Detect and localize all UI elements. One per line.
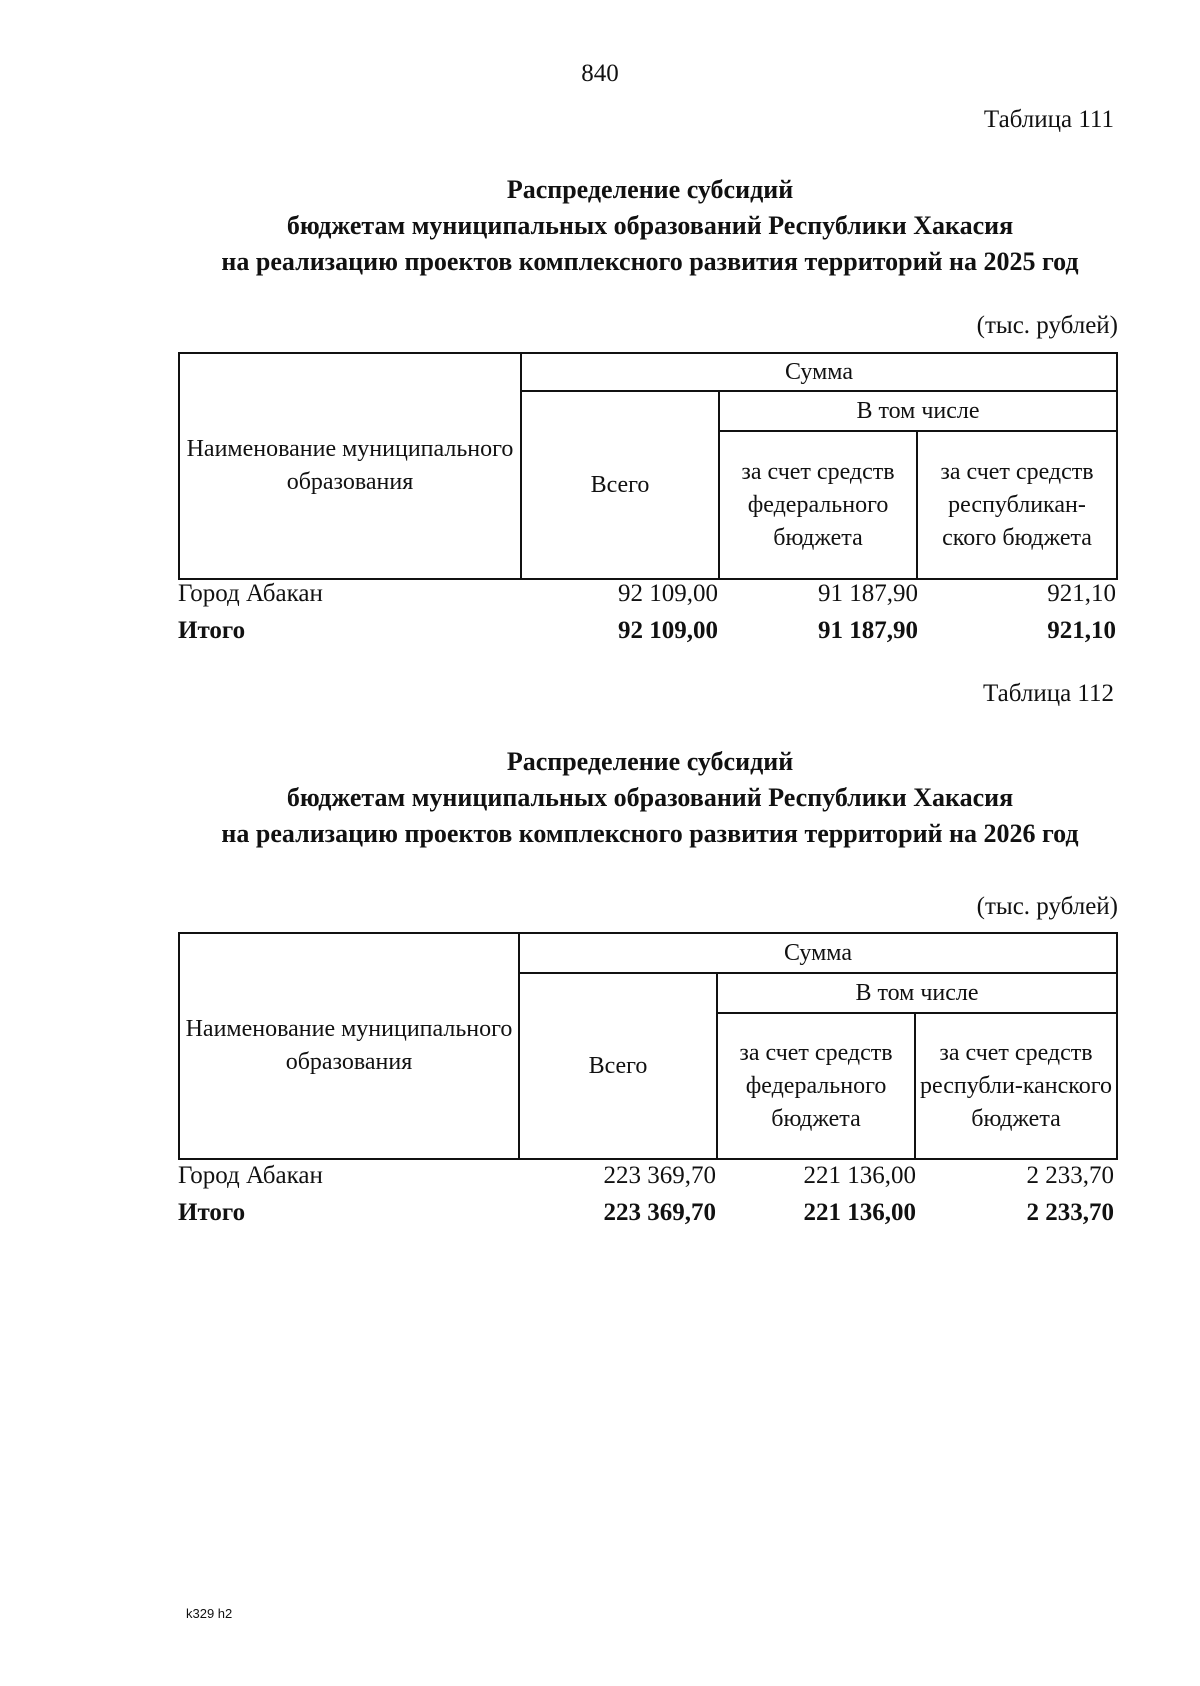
- row-federal: 91 187,90: [818, 617, 918, 644]
- table-title: [0, 172, 1200, 280]
- units-label: (тыс. рублей): [976, 312, 1118, 339]
- row-republican: 921,10: [1047, 580, 1116, 607]
- header-republican: за счет средств республикан-ского бюджета: [917, 431, 1117, 579]
- title-line: на реализацию проектов комплексного развития территорий на 2025 год: [221, 247, 1079, 276]
- header-federal: за счет средств федерального бюджета: [717, 1013, 915, 1159]
- row-republican: 2 233,70: [1026, 1162, 1114, 1189]
- header-republican: за счет средств республи-канского бюджета: [915, 1013, 1117, 1159]
- table-row-total: [178, 1199, 1118, 1236]
- table-caption: Таблица 112: [983, 680, 1114, 707]
- row-total: 92 109,00: [618, 580, 718, 607]
- row-federal: 91 187,90: [818, 580, 918, 607]
- header-table: [178, 932, 1118, 1160]
- header-table: [178, 352, 1118, 580]
- title-line: бюджетам муниципальных образований Республики Хакасия: [286, 211, 1014, 240]
- row-name: Итого: [178, 1199, 246, 1226]
- row-total: 223 369,70: [603, 1162, 716, 1189]
- title-line: на реализацию проектов комплексного развития территорий на 2026 год: [221, 819, 1079, 848]
- row-total: 223 369,70: [603, 1199, 716, 1226]
- header-name: Наименование муниципального образования: [179, 353, 521, 579]
- row-name: Город Абакан: [178, 1162, 323, 1189]
- title-line: Распределение субсидий: [506, 747, 794, 776]
- title-line: бюджетам муниципальных образований Республики Хакасия: [286, 783, 1014, 812]
- row-total: 92 109,00: [618, 617, 718, 644]
- footer-code: k329 h2: [186, 1606, 233, 1621]
- row-republican: 921,10: [1047, 617, 1116, 644]
- row-federal: 221 136,00: [803, 1162, 916, 1189]
- row-federal: 221 136,00: [803, 1199, 916, 1226]
- table-caption: Таблица 111: [983, 106, 1114, 133]
- header-sum: Сумма: [521, 353, 1117, 391]
- header-sum: Сумма: [519, 933, 1117, 973]
- table-row: [178, 580, 1118, 617]
- data-rows: [178, 1162, 1118, 1236]
- data-rows: [178, 580, 1118, 654]
- header-total: Всего: [521, 391, 719, 579]
- header-federal: за счет средств федерального бюджета: [719, 431, 917, 579]
- table-title: [0, 744, 1200, 852]
- header-name: Наименование муниципального образования: [179, 933, 519, 1159]
- row-name: Город Абакан: [178, 580, 323, 607]
- header-including: В том числе: [719, 391, 1117, 431]
- header-total: Всего: [519, 973, 717, 1159]
- title-line: Распределение субсидий: [506, 175, 794, 204]
- table-row-total: [178, 617, 1118, 654]
- units-label: (тыс. рублей): [976, 893, 1118, 920]
- row-name: Итого: [178, 617, 246, 644]
- table-row: [178, 1162, 1118, 1199]
- page-number: 840: [581, 60, 619, 87]
- row-republican: 2 233,70: [1026, 1199, 1114, 1226]
- header-including: В том числе: [717, 973, 1117, 1013]
